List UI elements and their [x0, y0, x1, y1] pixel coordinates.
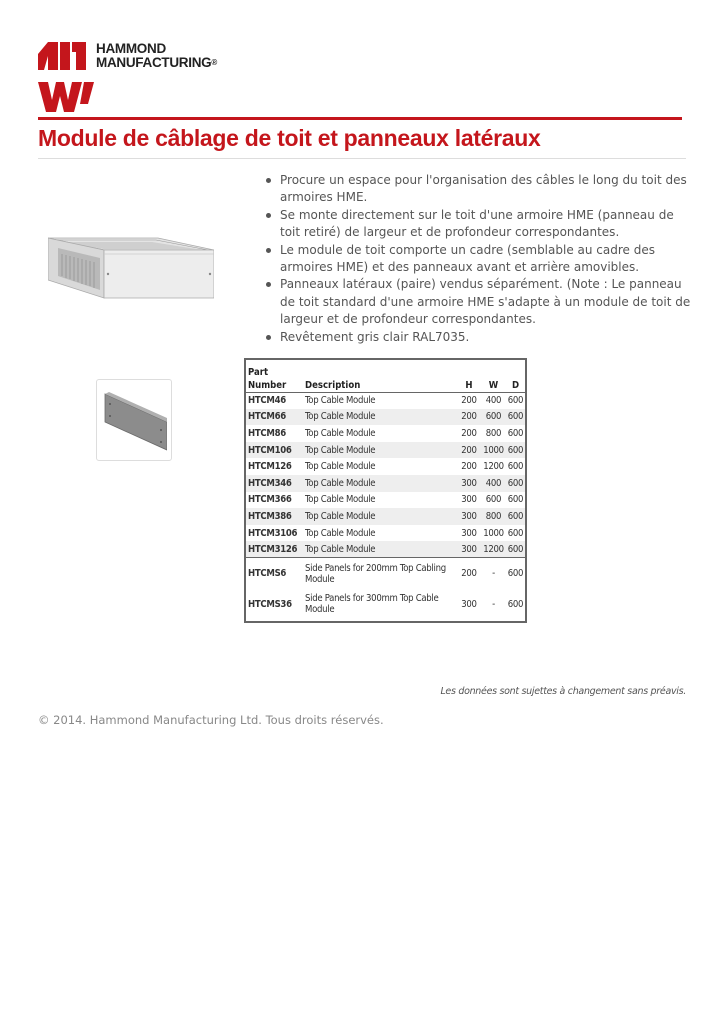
height-cell: 200 [461, 461, 477, 473]
side-panel-thumbnail[interactable] [96, 379, 172, 461]
table-header-row [246, 360, 525, 392]
module-rows [246, 392, 525, 558]
feature-text: Procure un espace pour l'organisation des câbles le long du toit des armoires HME. [280, 173, 687, 205]
description-cell: Top Cable Module [305, 411, 376, 423]
width-cell: 1200 [483, 461, 504, 473]
header-part-number: Part Number [248, 366, 287, 391]
bullet-icon [266, 213, 271, 218]
feature-item [262, 207, 692, 242]
feature-item [262, 172, 692, 207]
part-number-cell: HTCM346 [248, 477, 292, 489]
description-cell: Top Cable Module [305, 395, 376, 407]
description-cell: Top Cable Module [305, 444, 376, 456]
table-row [246, 541, 525, 558]
feature-text: Panneaux latéraux (paire) vendus séparément. (Note : Le panneau de toit standard d'une armoire HME s'adapte à un module de toit de largeur et de profondeur correspondantes. [280, 277, 691, 327]
description-cell: Top Cable Module [305, 494, 376, 506]
disclaimer-text: Les données sont sujettes à changement sans préavis. [440, 686, 686, 697]
depth-cell: 600 [507, 411, 524, 423]
part-number-cell: HTCM106 [248, 444, 292, 456]
table-row [246, 458, 525, 475]
side-panel-rows [246, 558, 525, 620]
feature-text: Se monte directement sur le toit d'une armoire HME (panneau de toit retiré) de largeur et de profondeur correspondantes. [280, 207, 674, 240]
height-cell: 200 [461, 411, 477, 423]
part-number-cell: HTCM386 [248, 510, 292, 522]
width-cell: - [481, 558, 506, 589]
part-number-cell: HTCM66 [248, 411, 286, 423]
part-number-cell: HTCMS36 [248, 598, 292, 610]
height-cell: 300 [461, 510, 477, 522]
height-cell: 200 [461, 395, 477, 407]
copyright-text: © 2014. Hammond Manufacturing Ltd. Tous droits réservés. [38, 713, 384, 727]
part-number-cell: HTCM126 [248, 461, 292, 473]
height-cell: 200 [461, 444, 477, 456]
table-row [246, 508, 525, 525]
width-cell: 600 [485, 494, 502, 506]
table-row [246, 492, 525, 509]
bullet-icon [266, 335, 271, 340]
table-row [246, 409, 525, 426]
header-h: H [465, 379, 473, 391]
feature-text: Le module de toit comporte un cadre (semblable au cadre des armoires HME) et des panneaux avant et arrière amovibles. [280, 242, 655, 275]
description-cell: Side Panels for 200mm Top Cabling Module [303, 558, 457, 589]
hammond-logo-icon [38, 42, 98, 112]
depth-cell: 600 [507, 527, 524, 539]
depth-cell: 600 [507, 598, 524, 610]
width-cell: 800 [485, 510, 502, 522]
description-cell: Top Cable Module [305, 427, 376, 439]
feature-text: Revêtement gris clair RAL7035. [280, 329, 470, 344]
height-cell: 200 [457, 558, 481, 589]
description-cell: Top Cable Module [305, 527, 376, 539]
depth-cell: 600 [507, 444, 524, 456]
header-description: Description [305, 379, 361, 391]
height-cell: 300 [461, 477, 477, 489]
depth-cell: 600 [507, 494, 524, 506]
depth-cell: 600 [507, 427, 524, 439]
depth-cell: 600 [507, 461, 524, 473]
feature-list [262, 172, 692, 346]
table-row [246, 425, 525, 442]
description-cell: Top Cable Module [305, 461, 376, 473]
table-row [246, 392, 525, 409]
table-row [246, 475, 525, 492]
bullet-icon [266, 248, 271, 253]
description-cell: Side Panels for 300mm Top Cable Module [305, 593, 439, 616]
brand-wordmark [96, 42, 217, 70]
feature-item [262, 242, 692, 277]
part-number-cell: HTCM86 [248, 427, 286, 439]
depth-cell: 600 [507, 510, 524, 522]
bullet-icon [266, 178, 271, 183]
side-panel-image [101, 388, 167, 452]
bullet-icon [266, 282, 271, 287]
height-cell: 300 [461, 494, 477, 506]
feature-item [262, 276, 692, 328]
table-row [246, 589, 525, 620]
height-cell: 300 [461, 543, 477, 555]
depth-cell: 600 [507, 395, 524, 407]
width-cell: 1200 [483, 543, 504, 555]
height-cell: 200 [461, 427, 477, 439]
part-number-cell: HTCM3126 [248, 543, 298, 555]
height-cell: 300 [461, 598, 477, 610]
feature-item [262, 329, 692, 346]
width-cell: - [492, 598, 495, 610]
header-w: W [488, 379, 499, 391]
header-red-rule [38, 117, 682, 120]
header-d: D [511, 379, 520, 391]
width-cell: 600 [485, 411, 502, 423]
width-cell: 800 [485, 427, 502, 439]
width-cell: 400 [485, 395, 502, 407]
brand-line-1: HAMMOND [96, 41, 166, 56]
top-cable-module-image [48, 228, 214, 302]
table-row [246, 558, 525, 589]
registered-mark: ® [211, 58, 217, 67]
page-title: Module de câblage de toit et panneaux latéraux [38, 125, 541, 151]
part-number-cell: HTCM366 [248, 494, 292, 506]
description-cell: Top Cable Module [305, 543, 376, 555]
title-divider [38, 158, 686, 159]
width-cell: 1000 [483, 444, 504, 456]
depth-cell: 600 [507, 543, 524, 555]
part-number-cell: HTCM3106 [248, 527, 298, 539]
brand-line-2: MANUFACTURING [96, 55, 212, 70]
part-number-cell: HTCMS6 [246, 558, 303, 589]
description-cell: Top Cable Module [305, 477, 376, 489]
width-cell: 1000 [483, 527, 504, 539]
table-row [246, 525, 525, 542]
width-cell: 400 [485, 477, 502, 489]
spec-table [244, 358, 527, 623]
depth-cell: 600 [507, 477, 524, 489]
table-row [246, 442, 525, 459]
depth-cell: 600 [506, 558, 525, 589]
description-cell: Top Cable Module [305, 510, 376, 522]
height-cell: 300 [461, 527, 477, 539]
part-number-cell: HTCM46 [248, 395, 286, 407]
